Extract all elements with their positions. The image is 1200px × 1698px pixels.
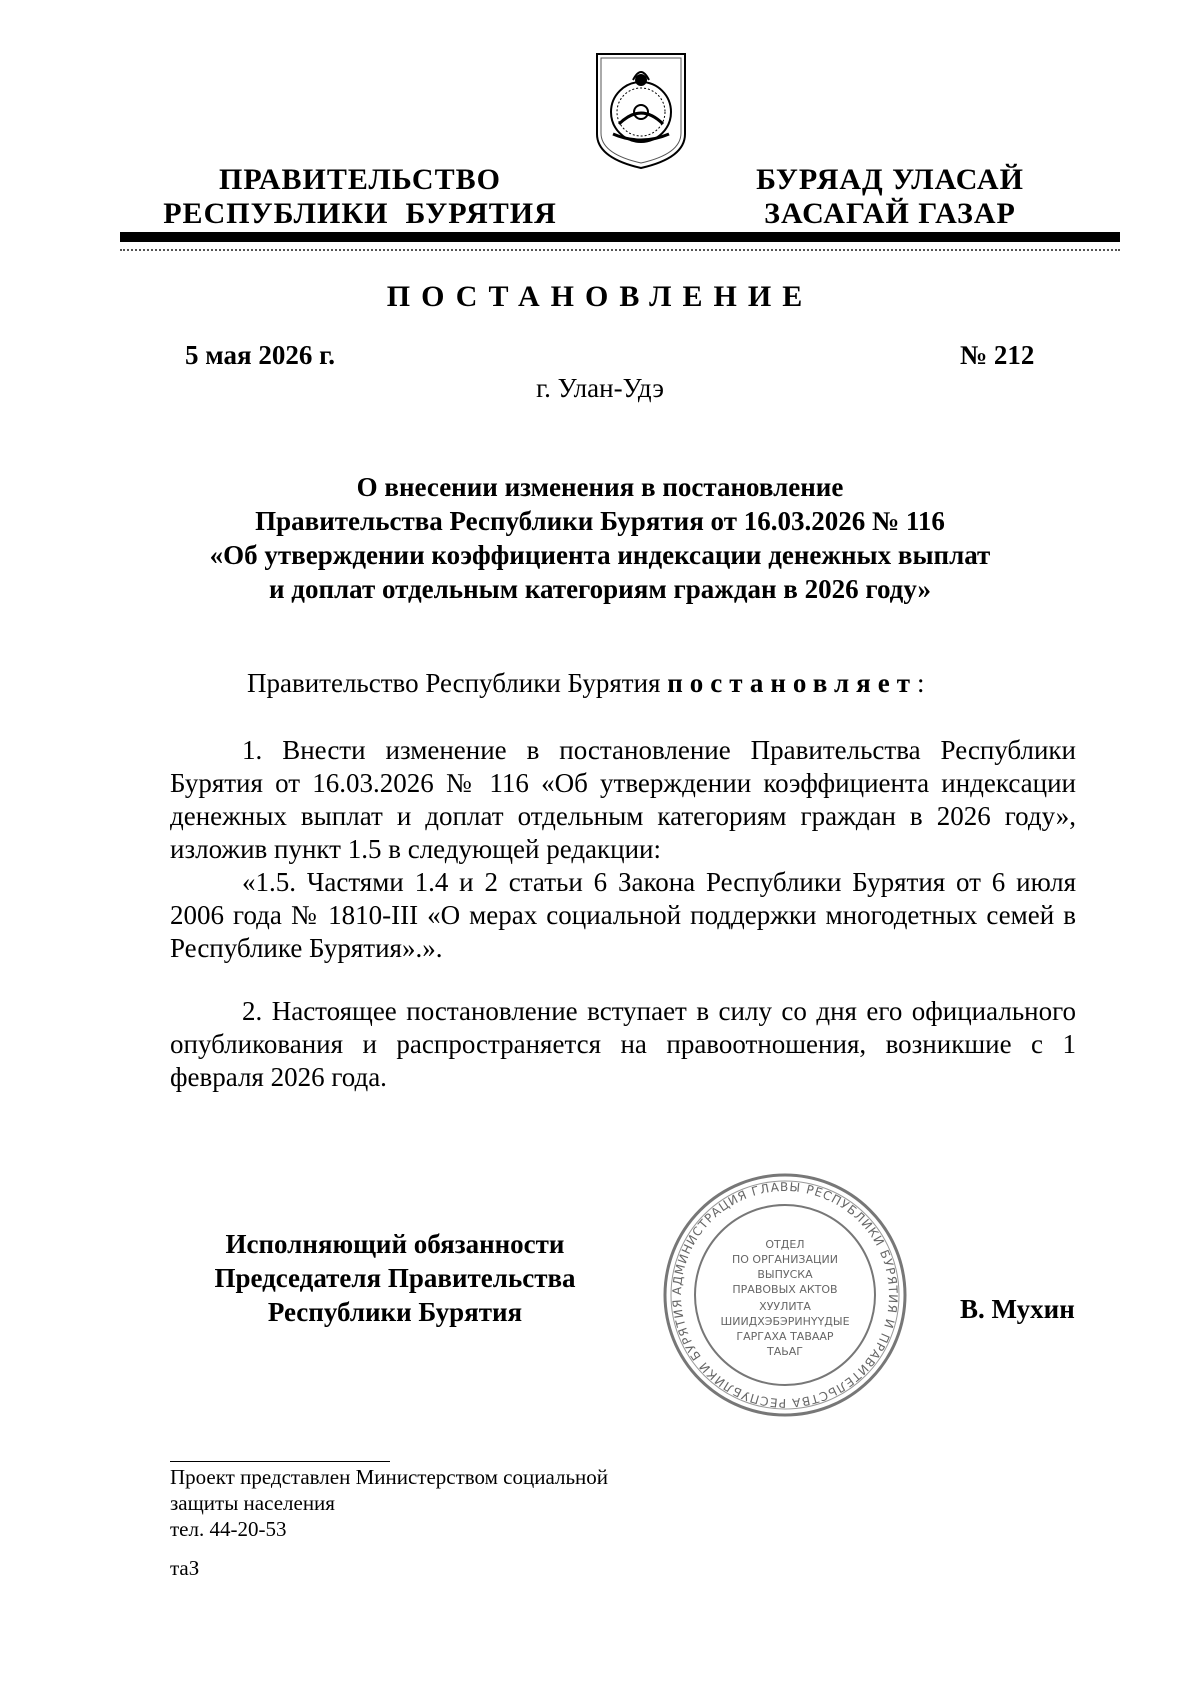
preamble-text: Правительство Республики Бурятия bbox=[247, 668, 668, 698]
document-date: 5 мая 2026 г. bbox=[185, 340, 336, 370]
footer-note bbox=[170, 1464, 608, 1542]
header-right-line2: ЗАСАГАЙ ГАЗАР bbox=[764, 197, 1016, 230]
stamp-line-8: ТАЬАГ bbox=[766, 1345, 804, 1358]
coat-of-arms-icon bbox=[593, 50, 689, 172]
position-line-1: Исполняющий обязанности bbox=[225, 1229, 565, 1259]
header-right bbox=[740, 163, 1040, 231]
footer-line-1: Проект представлен Министерством социальной bbox=[170, 1465, 609, 1489]
header-left-line1: ПРАВИТЕЛЬСТВО bbox=[219, 163, 501, 196]
preamble bbox=[170, 667, 1070, 700]
title-line-4: и доплат отдельным категориям граждан в 2026 году» bbox=[268, 574, 932, 604]
footer-code: таЗ bbox=[170, 1556, 200, 1580]
document-number: № 212 bbox=[960, 340, 1035, 370]
title-line-3: «Об утверждении коэффициента индексации денежных выплат bbox=[209, 540, 991, 570]
footer-line-2: защиты населения bbox=[170, 1491, 335, 1515]
signatory-name: В. Мухин bbox=[960, 1294, 1075, 1324]
header-left bbox=[160, 163, 560, 231]
header-rule-thick bbox=[120, 232, 1120, 242]
paragraph-1: 1. Внести изменение в постановление Правительства Республики Бурятия от 16.03.2026 № 116 «Об утверждении коэффициента индексации денежных выплат и доплат отдельным категориям граждан в 2026 году», изложив пункт 1.5 в следующей редакции: bbox=[170, 735, 1076, 864]
stamp-line-2: ПО ОРГАНИЗАЦИИ bbox=[731, 1253, 839, 1266]
header-right-line1: БУРЯАД УЛАСАЙ bbox=[756, 163, 1024, 196]
stamp-line-5: ХУУЛИТА bbox=[759, 1300, 811, 1313]
document-city: г. Улан-Удэ bbox=[536, 373, 664, 403]
signature-position bbox=[170, 1227, 620, 1329]
header-rule-thin bbox=[120, 249, 1120, 251]
stamp-line-7: ГАРГАХА ТАВААР bbox=[736, 1330, 834, 1343]
preamble-suffix: : bbox=[916, 668, 925, 698]
position-line-2: Председателя Правительства bbox=[214, 1263, 576, 1293]
footer-line-3: тел. 44-20-53 bbox=[170, 1517, 287, 1541]
stamp-line-6: ШИИДХЭБЭРИНҮҮДЫЕ bbox=[720, 1315, 850, 1328]
stamp-line-4: ПРАВОВЫХ АКТОВ bbox=[732, 1283, 838, 1296]
title-line-1: О внесении изменения в постановление bbox=[356, 472, 844, 502]
preamble-emphasis: постановляет bbox=[667, 668, 917, 698]
header-left-line2: РЕСПУБЛИКИ БУРЯТИЯ bbox=[163, 197, 557, 230]
paragraph-2: 2. Настоящее постановление вступает в силу со дня его официального опубликования и распространяется на правоотношения, возникшие с 1 февраля 2026 года. bbox=[170, 996, 1076, 1092]
title-line-2: Правительства Республики Бурятия от 16.03.2026 № 116 bbox=[255, 506, 945, 536]
footer-rule bbox=[170, 1461, 390, 1462]
position-line-3: Республики Бурятия bbox=[267, 1297, 523, 1327]
stamp-line-1: ОТДЕЛ bbox=[765, 1238, 805, 1251]
paragraph-1-quote: «1.5. Частями 1.4 и 2 статьи 6 Закона Республики Бурятия от 6 июля 2006 года № 1810-III «О мерах социальной поддержки многодетных семей в Республике Бурятия».». bbox=[170, 867, 1076, 963]
stamp-line-3: ВЫПУСКА bbox=[757, 1268, 813, 1281]
document-title bbox=[100, 470, 1100, 606]
stamp-outer-text: АДМИНИСТРАЦИЯ ГЛАВЫ РЕСПУБЛИКИ БУРЯТИЯ И ПРАВИТЕЛЬСТВА РЕСПУБЛИКИ БУРЯТИЯ bbox=[669, 1179, 901, 1411]
official-stamp bbox=[660, 1170, 910, 1420]
document-type: ПОСТАНОВЛЕНИЕ bbox=[386, 280, 814, 313]
